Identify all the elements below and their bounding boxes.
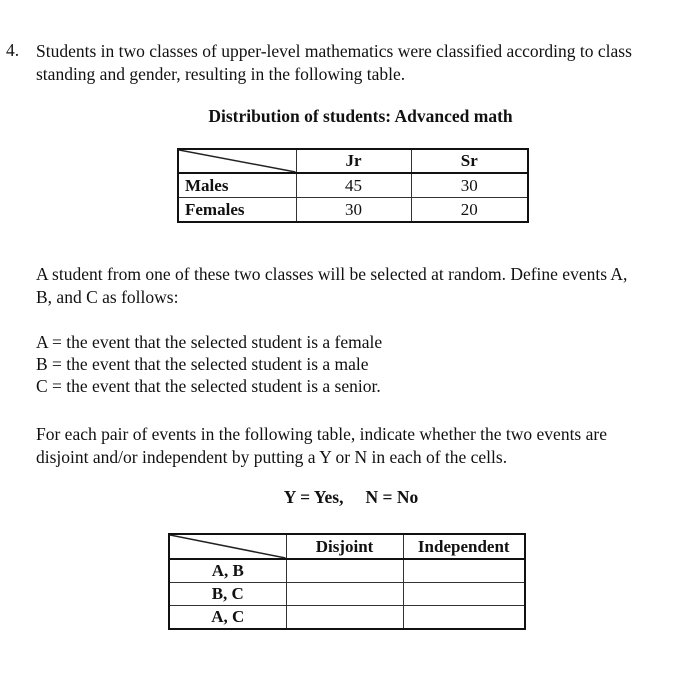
diagonal-corner-cell bbox=[169, 534, 286, 559]
event-definition-a: A = the event that the selected student is a female bbox=[36, 332, 383, 352]
legend-no: N = No bbox=[365, 487, 419, 507]
cell-females-sr: 20 bbox=[411, 198, 528, 223]
event-definition-c: C = the event that the selected student is a senior. bbox=[36, 376, 381, 396]
answer-table-header-row bbox=[169, 534, 525, 559]
selection-line-1: A student from one of these two classes will be selected at random. Define events A, bbox=[36, 264, 628, 284]
column-header-jr: Jr bbox=[296, 149, 411, 173]
column-header-independent: Independent bbox=[403, 534, 525, 559]
answer-cell-a-c-independent[interactable] bbox=[403, 606, 525, 630]
selection-paragraph bbox=[36, 263, 627, 309]
event-definition-b: B = the event that the selected student is a male bbox=[36, 354, 369, 374]
answer-legend bbox=[0, 487, 700, 508]
cell-males-sr: 30 bbox=[411, 173, 528, 198]
table-row-a-b bbox=[169, 559, 525, 583]
distribution-table-title: Distribution of students: Advanced math bbox=[208, 106, 513, 126]
answer-cell-a-b-independent[interactable] bbox=[403, 559, 525, 583]
row-label-a-b: A, B bbox=[169, 559, 286, 583]
answer-cell-a-c-disjoint[interactable] bbox=[286, 606, 403, 630]
instructions-paragraph bbox=[36, 423, 607, 469]
legend-yes: Y = Yes, bbox=[283, 487, 344, 507]
diagonal-corner-cell bbox=[178, 149, 296, 173]
question-intro-line-1: Students in two classes of upper-level mathematics were classified according to class bbox=[36, 41, 632, 61]
question-intro-line-2: standing and gender, resulting in the following table. bbox=[36, 64, 406, 84]
event-definitions bbox=[36, 331, 382, 397]
table-row-females bbox=[178, 198, 528, 223]
column-header-disjoint: Disjoint bbox=[286, 534, 403, 559]
table-row-males bbox=[178, 173, 528, 198]
question-number: 4. bbox=[6, 40, 20, 60]
diagonal-line bbox=[170, 535, 286, 558]
instructions-line-2: disjoint and/or independent by putting a Y or N in each of the cells. bbox=[36, 447, 508, 467]
cell-females-jr: 30 bbox=[296, 198, 411, 223]
column-header-sr: Sr bbox=[411, 149, 528, 173]
row-label-b-c: B, C bbox=[169, 583, 286, 606]
row-label-females: Females bbox=[178, 198, 296, 223]
diagonal-line bbox=[179, 150, 296, 172]
answer-cell-a-b-disjoint[interactable] bbox=[286, 559, 403, 583]
selection-line-2: B, and C as follows: bbox=[36, 287, 179, 307]
cell-males-jr: 45 bbox=[296, 173, 411, 198]
instructions-line-1: For each pair of events in the following table, indicate whether the two events are bbox=[36, 424, 607, 444]
answer-table bbox=[168, 533, 526, 630]
question-intro bbox=[36, 40, 632, 86]
table-row-b-c bbox=[169, 583, 525, 606]
table-row-a-c bbox=[169, 606, 525, 630]
distribution-table-header-row bbox=[178, 149, 528, 173]
answer-cell-b-c-independent[interactable] bbox=[403, 583, 525, 606]
answer-cell-b-c-disjoint[interactable] bbox=[286, 583, 403, 606]
row-label-a-c: A, C bbox=[169, 606, 286, 630]
distribution-table bbox=[177, 148, 529, 223]
row-label-males: Males bbox=[178, 173, 296, 198]
